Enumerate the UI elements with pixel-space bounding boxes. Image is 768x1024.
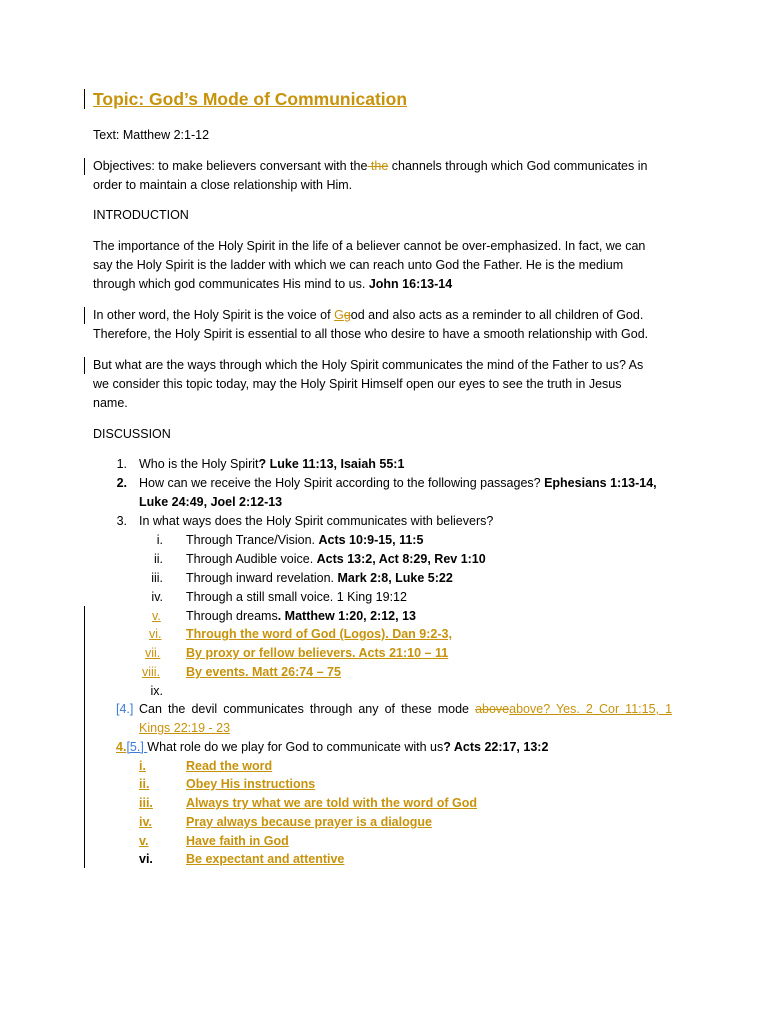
question-1: Who is the Holy Spirit? Luke 11:13, Isaiah 55:1 xyxy=(139,457,405,471)
page-title: Topic: God’s Mode of Communication xyxy=(93,89,408,109)
question-4: Can the devil communicates through any of these mode aboveabove? Yes. 2 Cor 11:15, 1 xyxy=(139,702,673,716)
change-bar xyxy=(84,606,85,868)
change-bar xyxy=(84,89,85,109)
scripture-reference: ? Luke 11:13, Isaiah 55:1 xyxy=(258,457,405,471)
list-item: Through inward revelation. Mark 2:8, Luke 5:22 xyxy=(186,571,453,585)
objectives-line-1: Objectives: to make believers conversant with the the channels through which God communicates in xyxy=(93,159,648,173)
scripture-reference: ? Acts 22:17, 13:2 xyxy=(443,740,549,754)
intro-paragraph-1-line-1: The importance of the Holy Spirit in the life of a believer cannot be over-emphasized. In fact, we can xyxy=(93,239,646,253)
list-item: Always try what we are told with the word of God xyxy=(186,796,478,810)
list-number: ii. xyxy=(153,552,163,566)
intro-paragraph-2-line-1: In other word, the Holy Spirit is the voice of Ggod and also acts as a reminder to all children of God. xyxy=(93,308,644,322)
list-number: ix. xyxy=(150,684,163,698)
introduction-heading: INTRODUCTION xyxy=(93,208,189,222)
list-number: iii. xyxy=(151,571,163,585)
intro-paragraph-3-line-3: name. xyxy=(93,396,128,410)
deleted-text: above xyxy=(475,702,510,716)
list-item: Be expectant and attentive xyxy=(186,852,345,866)
discussion-heading: DISCUSSION xyxy=(93,427,171,441)
list-item: Pray always because prayer is a dialogue xyxy=(186,815,432,829)
list-item: By proxy or fellow believers. Acts 21:10 – 11 xyxy=(186,646,449,660)
intro-paragraph-2-line-2: Therefore, the Holy Spirit is essential to all those who desire to have a smooth relationship with God. xyxy=(93,327,649,341)
list-number: vi. xyxy=(139,852,153,866)
question-5: 4.[5.] What role do we play for God to communicate with us? Acts 22:17, 13:2 xyxy=(116,740,549,754)
question-3: In what ways does the Holy Spirit communicates with believers? xyxy=(139,514,494,528)
list-number: ii. xyxy=(139,777,150,791)
list-item: Through Trance/Vision. Acts 10:9-15, 11:5 xyxy=(186,533,424,547)
list-item: Through dreams. Matthew 1:20, 2:12, 13 xyxy=(186,609,416,623)
inserted-text: G xyxy=(334,308,344,322)
scripture-reference: Ephesians 1:13-14, xyxy=(544,476,657,490)
list-item: Obey His instructions xyxy=(186,777,316,791)
list-item: Through a still small voice. 1 King 19:12 xyxy=(186,590,407,604)
list-number: 3. xyxy=(116,514,127,528)
deleted-text: g xyxy=(343,308,351,322)
question-2-line-2 xyxy=(139,494,282,511)
list-number: i. xyxy=(156,533,163,547)
change-bar xyxy=(84,357,85,374)
intro-paragraph-3-line-1: But what are the ways through which the Holy Spirit communicates the mind of the Father to us? As xyxy=(93,358,644,372)
list-item: Through the word of God (Logos). Dan 9:2-3, xyxy=(186,627,452,641)
list-number: viii. xyxy=(142,665,161,679)
change-bar xyxy=(84,158,85,175)
list-number: v. xyxy=(139,834,149,848)
deleted-text: the xyxy=(367,159,389,173)
scripture-reference: Luke 24:49, Joel 2:12-13 xyxy=(139,495,283,509)
list-number: 2. xyxy=(116,476,127,490)
list-item: Have faith in God xyxy=(186,834,289,848)
list-number: [4.] xyxy=(116,702,134,716)
intro-paragraph-1-line-3: through which god communicates His mind to us. John 16:13-14 xyxy=(93,277,453,291)
change-bar xyxy=(84,307,85,324)
list-number: iv. xyxy=(139,815,152,829)
list-number: vi. xyxy=(149,627,162,641)
question-2: How can we receive the Holy Spirit according to the following passages? Ephesians 1:13-14, xyxy=(139,476,657,490)
scripture-reference: John 16:13-14 xyxy=(368,277,453,291)
list-number: vii. xyxy=(145,646,161,660)
list-item: By events. Matt 26:74 – 75 xyxy=(186,665,341,679)
list-number: 1. xyxy=(116,457,127,471)
list-number: iv. xyxy=(151,590,163,604)
text-reference: Text: Matthew 2:1-12 xyxy=(93,128,210,142)
objectives-line-2: order to maintain a close relationship with Him. xyxy=(93,178,353,192)
intro-paragraph-3-line-2: we consider this topic today, may the Holy Spirit Himself open our eyes to see the truth in Jesus xyxy=(93,377,622,391)
list-number: i. xyxy=(139,759,146,773)
list-number: v. xyxy=(152,609,161,623)
list-item: Read the word xyxy=(186,759,273,773)
inserted-text: above? Yes. 2 Cor 11:15, 1 xyxy=(509,702,673,716)
intro-paragraph-1-line-2: say the Holy Spirit is the ladder with which we can reach unto God the Father. He is the medium xyxy=(93,258,624,272)
question-4-line-2: Kings 22:19 - 23 xyxy=(139,721,231,735)
list-number: iii. xyxy=(139,796,153,810)
list-item: Through Audible voice. Acts 13:2, Act 8:29, Rev 1:10 xyxy=(186,552,486,566)
